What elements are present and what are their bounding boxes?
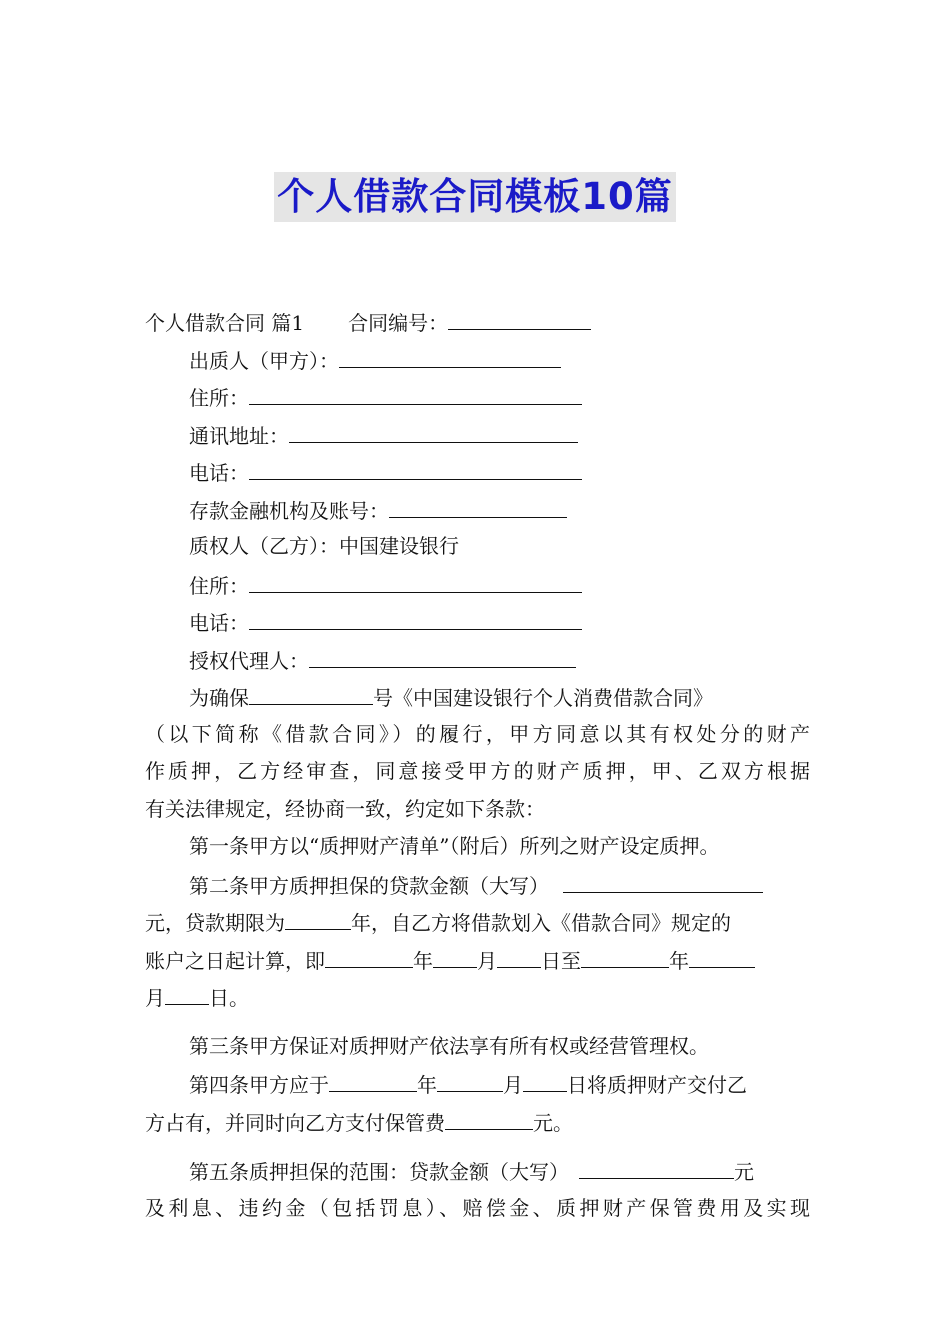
article5-line1 — [145, 1152, 810, 1190]
contract-no-blank[interactable] — [448, 303, 591, 330]
article2-line1 — [145, 866, 810, 904]
loan-contract-no-blank[interactable] — [249, 678, 373, 705]
phone2-label: 电话： — [189, 611, 249, 635]
pledgee-label: 质权人（乙方）：中国建设银行 — [189, 534, 459, 558]
document-body — [145, 303, 810, 1227]
loan-term-blank[interactable] — [285, 903, 351, 930]
bank-account-line — [145, 491, 810, 529]
article4-text: 第四条甲方应于 — [189, 1073, 329, 1097]
day-end-label: 日。 — [209, 986, 249, 1010]
start-year-blank[interactable] — [325, 941, 413, 968]
month-label-3: 月 — [503, 1073, 523, 1097]
para1-text-a: 为确保 — [189, 686, 249, 710]
mail-address-blank[interactable] — [289, 416, 578, 443]
phone-blank[interactable] — [249, 453, 582, 480]
agent-line — [145, 641, 810, 679]
address-blank[interactable] — [249, 378, 582, 405]
phone-line — [145, 453, 810, 491]
storage-fee-blank[interactable] — [445, 1103, 533, 1130]
article2-line4 — [145, 978, 810, 1016]
article5-line2: 及利息、违约金（包括罚息）、赔偿金、质押财产保管费用及实现 — [145, 1195, 810, 1220]
article4-text-b: 日将质押财产交付乙 — [567, 1073, 747, 1097]
agent-blank[interactable] — [309, 641, 576, 668]
phone2-line — [145, 603, 810, 641]
article4-line1 — [145, 1065, 810, 1103]
contract-no-label: 合同编号： — [348, 311, 449, 335]
article2-text: 第二条甲方质押担保的贷款金额（大写） — [189, 873, 549, 898]
month-label: 月 — [477, 948, 497, 973]
bank-account-label: 存款金融机构及账号： — [189, 498, 389, 523]
article4-line2 — [145, 1103, 810, 1141]
address-label: 住所： — [189, 386, 249, 410]
bank-account-blank[interactable] — [389, 491, 567, 518]
article2-line3 — [145, 941, 810, 979]
end-month-blank-a[interactable] — [689, 941, 755, 968]
pledgor-blank[interactable] — [339, 341, 561, 368]
heading-line — [145, 303, 810, 341]
phone2-blank[interactable] — [249, 603, 582, 630]
para1-line2: （以下简称《借款合同》）的履行，甲方同意以其有权处分的财产 — [145, 721, 810, 746]
year-label-2: 年 — [669, 948, 689, 973]
start-day-blank[interactable] — [497, 941, 541, 968]
delivery-year-blank[interactable] — [329, 1065, 417, 1092]
article2-line2 — [145, 903, 810, 941]
loan-amount-blank[interactable] — [563, 866, 763, 893]
article2-text-yuan: 元，贷款期限为 — [145, 911, 285, 935]
article1-line: 第一条甲方以“质押财产清单”（附后）所列之财产设定质押。 — [189, 834, 720, 858]
delivery-day-blank[interactable] — [523, 1065, 567, 1092]
start-month-blank[interactable] — [433, 941, 477, 968]
delivery-month-blank[interactable] — [437, 1065, 503, 1092]
yuan-label-2: 元 — [734, 1160, 754, 1184]
mail-address-line — [145, 416, 810, 454]
para1-line1 — [145, 678, 810, 716]
para1-text-b: 号《中国建设银行个人消费借款合同》 — [373, 686, 713, 710]
article4-text-fee: 方占有，并同时向乙方支付保管费 — [145, 1110, 445, 1135]
end-year-blank[interactable] — [581, 941, 669, 968]
mail-address-label: 通讯地址： — [189, 423, 289, 448]
title-wrap — [0, 172, 950, 222]
para1-line4: 有关法律规定，经协商一致，约定如下条款： — [145, 796, 545, 821]
month-label-2: 月 — [145, 986, 165, 1010]
year-label-3: 年 — [417, 1073, 437, 1097]
article2-text-account: 账户之日起计算，即 — [145, 948, 325, 973]
pledgee-line — [145, 528, 810, 566]
address-line — [145, 378, 810, 416]
year-label: 年 — [413, 948, 433, 973]
phone-label: 电话： — [189, 461, 249, 485]
pledgor-line — [145, 341, 810, 379]
address2-line — [145, 566, 810, 604]
document-title: 个人借款合同模板10篇 — [274, 172, 676, 222]
para1-line3: 作质押，乙方经审查，同意接受甲方的财产质押，甲、乙双方根据 — [145, 759, 810, 783]
pledgor-label: 出质人（甲方）： — [189, 348, 339, 373]
article3-line: 第三条甲方保证对质押财产依法享有所有权或经营管理权。 — [189, 1033, 709, 1058]
agent-label: 授权代理人： — [189, 648, 309, 673]
address2-blank[interactable] — [249, 566, 582, 593]
article2-text-term: 年，自乙方将借款划入《借款合同》规定的 — [351, 911, 731, 935]
yuan-label: 元。 — [533, 1110, 573, 1135]
contract-heading: 个人借款合同 篇1 — [145, 311, 305, 335]
address2-label: 住所： — [189, 573, 249, 598]
day-to-label: 日至 — [541, 948, 581, 973]
guarantee-amount-blank[interactable] — [579, 1152, 734, 1179]
article5-text: 第五条质押担保的范围：贷款金额（大写） — [189, 1160, 569, 1184]
end-day-blank[interactable] — [165, 978, 209, 1005]
